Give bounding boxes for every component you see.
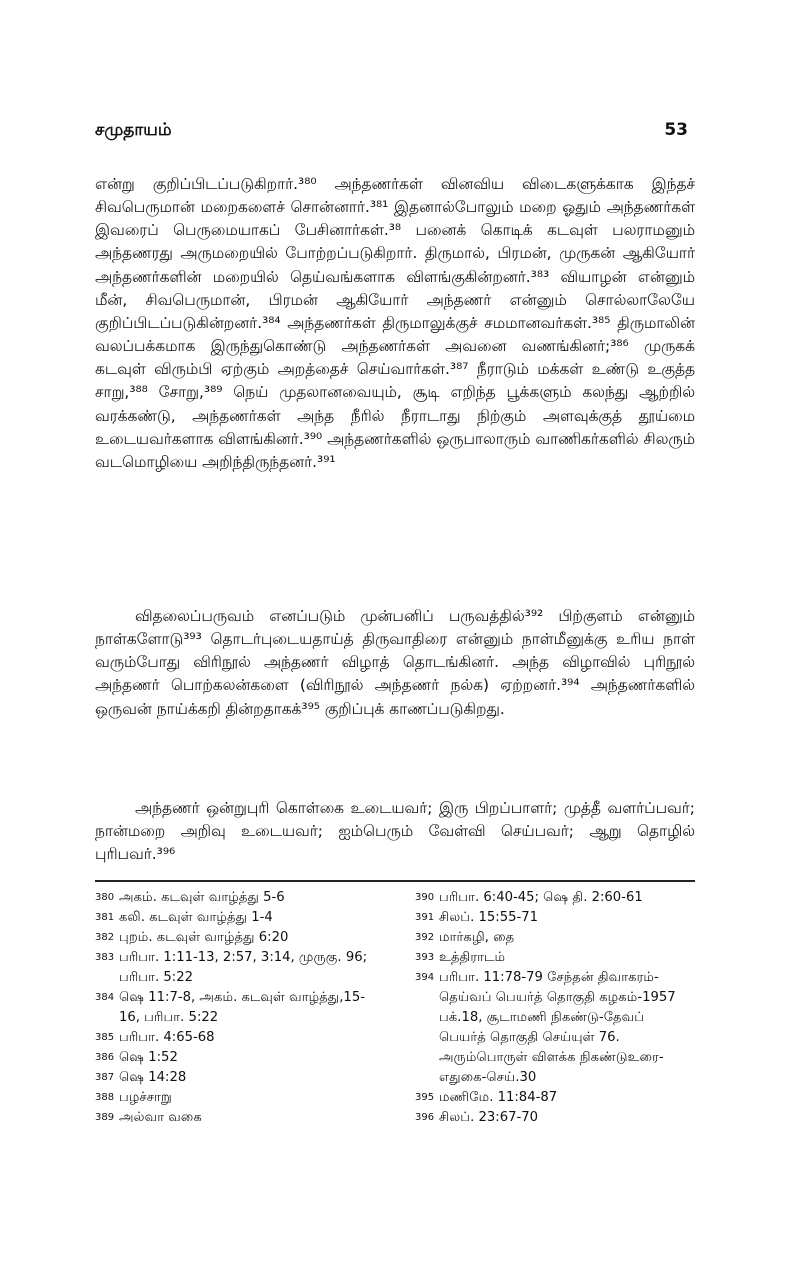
body-paragraph-1: என்று குறிப்பிடப்படுகிறார்.³⁸⁰ அந்தணர்கள் வினவிய விடைகளுக்காக இந்தச் சிவபெருமான் மறைகளைச் சொன்னார்.³⁸¹ இதனால்போலும் மறை ஓதும் அந்தணர்கள் இவரைப் பெருமையாகப் பேசினார்கள்.³⁸ பனைக் கொடிக் கடவுள் பலராமனும் அந்தணரது அருமறையில் போற்றப்படுகிறார். திருமால், பிரமன், முருகன் ஆகியோர் அந்தணர்களின் மறையில் தெய்வங்களாக விளங்குகின்றனர்.³⁸³ வியாழன் என்னும் மீன், சிவபெருமான், பிரமன் ஆகியோர் அந்தணர் என்னும் சொல்லாலேயே குறிப்பிடப்படுகின்றனர்.³⁸⁴ அந்தணர்கள் திருமாலுக்குச் சமமானவர்கள்.³⁸⁵ திருமாலின் வலப்பக்கமாக இருந்துகொண்டு அந்தணர்கள் அவனை வணங்கினர்;³⁸⁶ முருகக் கடவுள் விரும்பி ஏற்கும் அறத்தைச் செய்வார்கள்.³⁸⁷ நீராடும் மக்கள் உண்டு உகுத்த சாறு,³⁸⁸ சோறு,³⁸⁹ நெய் முதலானவையும், சூடி எறிந்த பூக்களும் கலந்து ஆற்றில் வரக்கண்டு, அந்தணர்கள் அந்த நீரில் நீராடாது நிற்கும் அளவுக்குத் தூய்மை உடையவர்களாக விளங்கினர்.³⁹⁰ அந்தணர்களில் ஒருபாலாரும் வாணிகர்களில் சிலரும் வடமொழியை அறிந்திருந்தனர்.³⁹¹ — [95, 175, 695, 471]
footnote — [95, 988, 385, 1028]
footnote-text: புறம். கடவுள் வாழ்த்து 6:20 — [119, 930, 289, 945]
footnote-number: 383 — [95, 952, 115, 963]
footnote-text: ஷெ 11:7-8, அகம். கடவுள் வாழ்த்து,15-16, பரிபா. 5:22 — [119, 990, 365, 1025]
footnote-text: மார்கழி, தை — [439, 930, 515, 945]
footnote-text: சிலப். 23:67-70 — [439, 1110, 539, 1125]
footnote — [95, 888, 385, 908]
footnote-text: அகம். கடவுள் வாழ்த்து 5-6 — [119, 890, 285, 905]
body-paragraph-3: அந்தணர் ஒன்றுபுரி கொள்கை உடையவர்; இரு பிறப்பாளர்; முத்தீ வளர்ப்பவர்; நான்மறை அறிவு உடையவர்; ஐம்பெரும் வேள்வி செய்பவர்; ஆறு தொழில் புரிபவர்.³⁹⁶ — [95, 799, 695, 864]
footnote — [95, 1028, 385, 1048]
page-header — [95, 120, 688, 150]
footnote — [95, 948, 385, 988]
footnote — [415, 1108, 695, 1128]
footnote-number: 394 — [415, 972, 435, 983]
footnote-text: கலி. கடவுள் வாழ்த்து 1-4 — [119, 910, 273, 925]
footnote — [95, 1048, 385, 1068]
footnote-text: பரிபா. 6:40-45; ஷெ தி. 2:60-61 — [439, 890, 643, 905]
footnote-text: சிலப். 15:55-71 — [439, 910, 539, 925]
footnote-number: 385 — [95, 1032, 115, 1043]
footnote — [415, 968, 695, 1088]
footnote — [95, 1108, 385, 1128]
footnote-number: 384 — [95, 992, 115, 1003]
footnotes-right-column — [415, 888, 695, 1128]
footnote-text: உத்திராடம் — [439, 950, 506, 965]
footnote-text: பரிபா. 11:78-79 சேந்தன் திவாகரம்-தெய்வப் பெயர்த் தொகுதி கழகம்-1957 பக்.18, சூடாமணி நிகண்டு-தேவப் பெயர்த் தொகுதி செய்யுள் 76. அரும்பொருள் விளக்க நிகண்டுஉரை-எதுகை-செய்.30 — [439, 970, 676, 1085]
footnote-number: 395 — [415, 1092, 435, 1103]
footnote-number: 387 — [95, 1072, 115, 1083]
footnote-divider — [95, 880, 695, 882]
footnote-number: 381 — [95, 912, 115, 923]
footnote — [415, 928, 695, 948]
page-number: 53 — [664, 120, 688, 140]
footnote-number: 386 — [95, 1052, 115, 1063]
footnote-number: 388 — [95, 1092, 115, 1103]
body-paragraph-2: விதலைப்பருவம் எனப்படும் முன்பனிப் பருவத்தில்³⁹² பிற்குளம் என்னும் நாள்களோடு³⁹³ தொடர்புடையதாய்த் திருவாதிரை என்னும் நாள்மீனுக்கு உரிய நாள் வரும்போது விரிநூல் அந்தணர் விழாத் தொடங்கினர். அந்த விழாவில் புரிநூல் அந்தணர் பொற்கலன்களை (விரிநூல் அந்தணர் நல்க) ஏற்றனர்.³⁹⁴ அந்தணர்களில் ஒருவன் நாய்க்கறி தின்றதாகக்³⁹⁵ குறிப்புக் காணப்படுகிறது. — [95, 607, 695, 718]
footnote — [415, 908, 695, 928]
footnote-text: ஷெ 14:28 — [119, 1070, 187, 1085]
footnote-number: 380 — [95, 892, 115, 903]
running-title: சமுதாயம் — [95, 120, 172, 140]
footnote — [415, 888, 695, 908]
footnote-number: 390 — [415, 892, 435, 903]
footnote-text: பரிபா. 4:65-68 — [119, 1030, 215, 1045]
footnote-number: 391 — [415, 912, 435, 923]
footnote — [95, 928, 385, 948]
footnote — [415, 948, 695, 968]
footnote — [95, 1088, 385, 1108]
footnote-number: 389 — [95, 1112, 115, 1123]
footnote-text: ஷெ 1:52 — [119, 1050, 178, 1065]
footnote — [95, 1068, 385, 1088]
footnote-number: 396 — [415, 1112, 435, 1123]
footnote — [95, 908, 385, 928]
footnote-text: அல்வா வகை — [119, 1110, 202, 1125]
footnote-text: பரிபா. 1:11-13, 2:57, 3:14, முருகு. 96; பரிபா. 5:22 — [119, 950, 368, 985]
footnotes-left-column — [95, 888, 385, 1128]
footnote-text: மணிமே. 11:84-87 — [439, 1090, 558, 1105]
footnote-number: 382 — [95, 932, 115, 943]
footnote-number: 393 — [415, 952, 435, 963]
footnote — [415, 1088, 695, 1108]
footnote-number: 392 — [415, 932, 435, 943]
footnote-text: பழச்சாறு — [119, 1090, 172, 1105]
